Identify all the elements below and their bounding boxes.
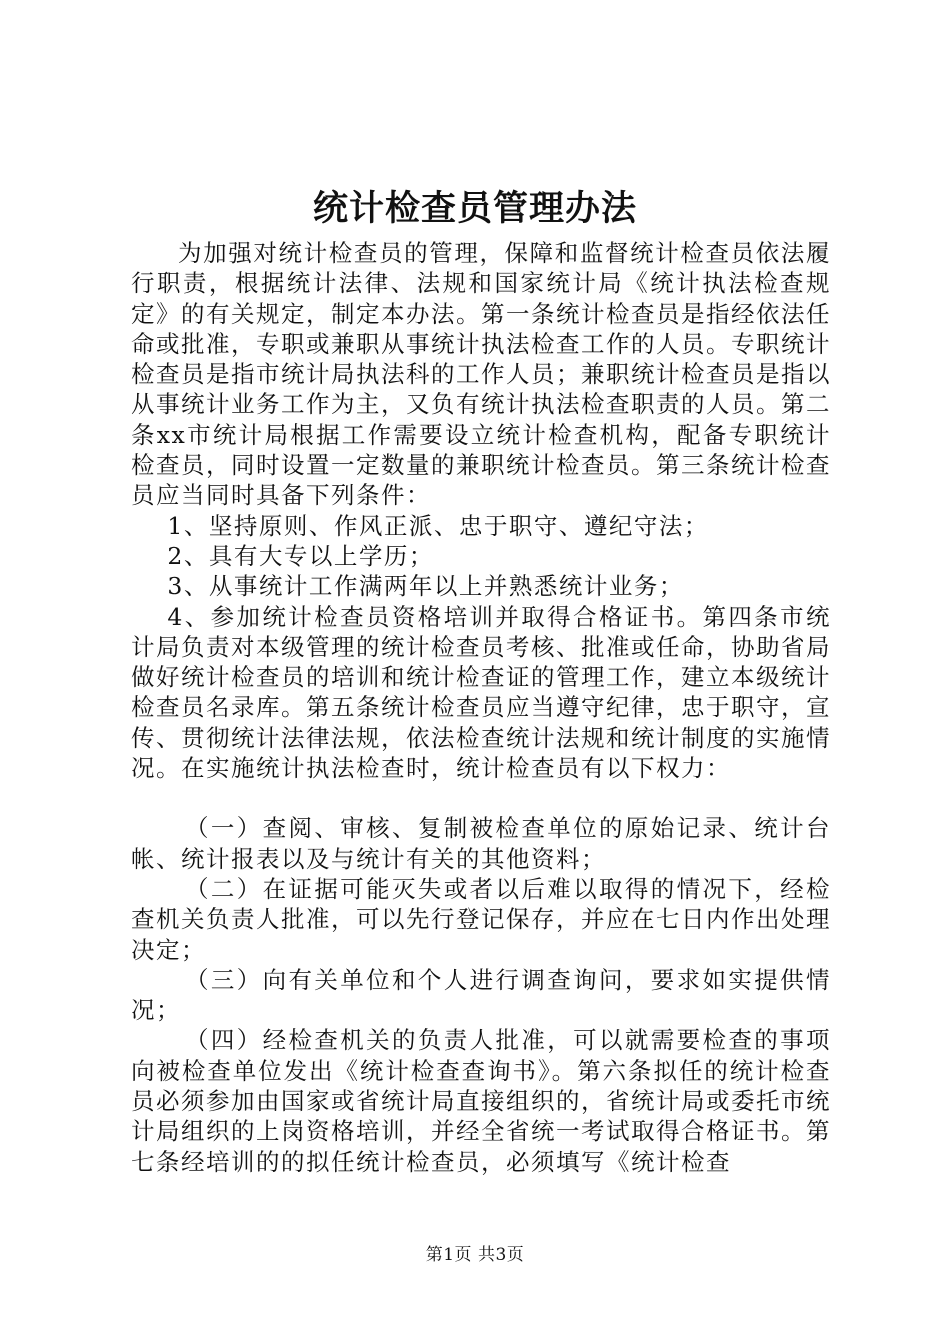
list-item-power-1: （一）查阅、审核、复制被检查单位的原始记录、统计台帐、统计报表以及与统计有关的其他资料；: [131, 814, 831, 873]
paragraph-gap: [131, 783, 831, 813]
list-item-power-3: （三）向有关单位和个人进行调查询问，要求如实提供情况；: [131, 965, 831, 1025]
list-item-power-4: （四）经检查机关的负责人批准，可以就需要检查的事项向被检查单位发出《统计检查查询书》。第六条拟任的统计检查员必须参加由国家或省统计局直接组织的，省统计局或委托市统计局组织的上岗资格培训，并经全省统一考试取得合格证书。第七条经培训的的拟任统计检查员，必须填写《统计检查: [131, 1026, 831, 1176]
page-footer: 第1页 共3页: [425, 1245, 525, 1265]
document-title: 统计检查员管理办法: [312, 188, 637, 229]
list-item-condition-1: 1、坚持原则、作风正派、忠于职守、遵纪守法；: [167, 511, 709, 540]
list-item-condition-4: 4、参加统计检查员资格培训并取得合格证书。第四条市统计局负责对本级管理的统计检查员考核、批准或任命，协助省局做好统计检查员的培训和统计检查证的管理工作，建立本级统计检查员名录库。第五条统计检查员应当遵守纪律，忠于职守，宣传、贯彻统计法律法规，依法检查统计法规和统计制度的实施情况。在实施统计执法检查时，统计检查员有以下权力：: [131, 602, 831, 783]
document-body: [131, 238, 831, 1177]
list-item-condition-2: 2、具有大专以上学历；: [167, 541, 434, 570]
list-item-power-2: （二）在证据可能灭失或者以后难以取得的情况下，经检查机关负责人批准，可以先行登记保存，并应在七日内作出处理决定；: [131, 874, 831, 964]
paragraph-intro: 为加强对统计检查员的管理，保障和监督统计检查员依法履行职责，根据统计法律、法规和国家统计局《统计执法检查规定》的有关规定，制定本办法。第一条统计检查员是指经依法任命或批准，专职或兼职从事统计执法检查工作的人员。专职统计检查员是指市统计局执法科的工作人员；兼职统计检查员是指以从事统计业务工作为主，又负有统计执法检查职责的人员。第二条xx市统计局根据工作需要设立统计检查机构，配备专职统计检查员，同时设置一定数量的兼职统计检查员。第三条统计检查员应当同时具备下列条件：: [131, 239, 831, 510]
list-item-condition-3: 3、从事统计工作满两年以上并熟悉统计业务；: [167, 572, 684, 601]
